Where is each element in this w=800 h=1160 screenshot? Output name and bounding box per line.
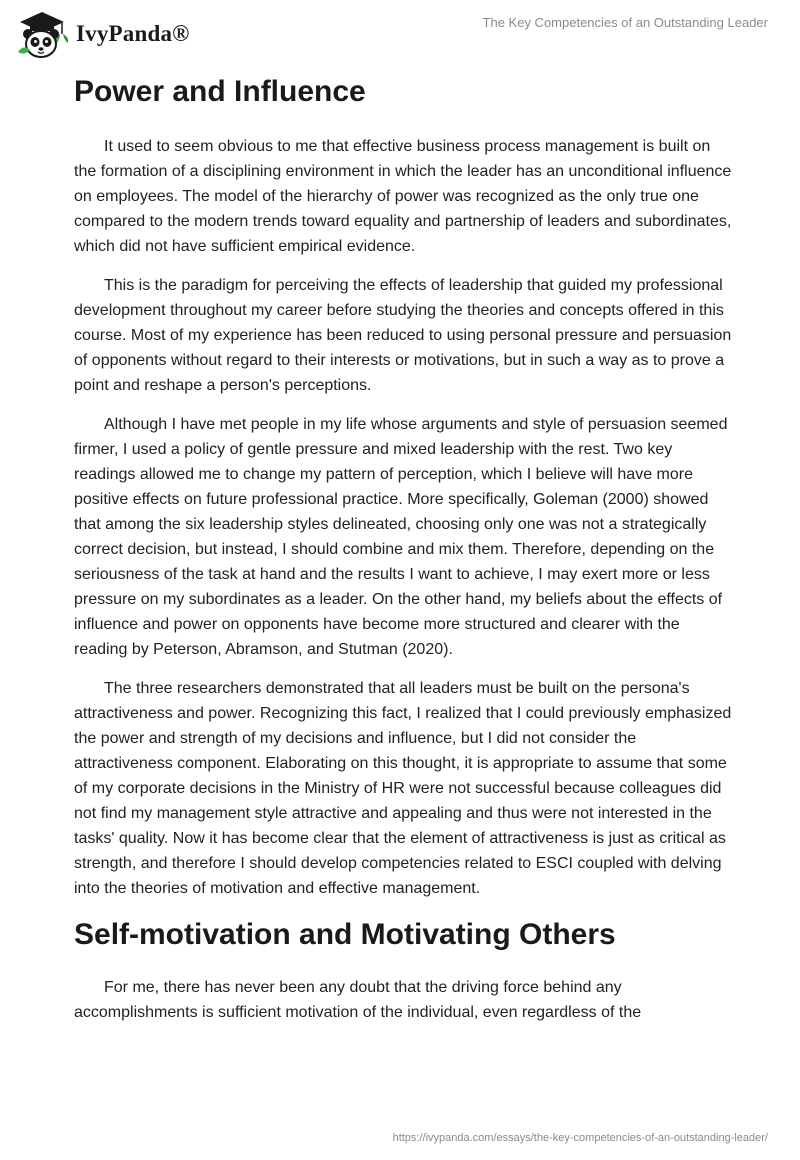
paragraph: For me, there has never been any doubt that the driving force behind any accomplishments is sufficient motivation of the individual, even regardless of the [74, 979, 642, 1021]
logo-wordmark: IvyPanda® [76, 21, 190, 46]
paragraph: Although I have met people in my life whose arguments and style of persuasion seemed firmer, I used a policy of gentle pressure and mixed leadership with the rest. Two key readings allowed me to change my pattern of perception, which I believe will have more positive effects on future professional practice. More specifically, Goleman (2000) showed that among the six leadership styles delineated, choosing only one was not a strategically correct decision, but instead, I should combine and mix them. Therefore, depending on the seriousness of the task at hand and the results I want to achieve, I may exert more or less pressure on my subordinates as a leader. On the other hand, my beliefs about the effects of influence and power on opponents have become more structured and clearer with the reading by Peterson, Abramson, and Stutman (2020). [74, 416, 728, 658]
paragraph: It used to seem obvious to me that effective business process management is built on the formation of a disciplining environment in which the leader has an unconditional influence on employees. The model of the hierarchy of power was recognized as the only true one compared to the modern trends toward equality and partnership of leaders and subordinates, which did not have sufficient empirical evidence. [74, 138, 732, 255]
paragraph: The three researchers demonstrated that all leaders must be built on the persona's attractiveness and power. Recognizing this fact, I realized that I could previously emphasized the power and strength of my decisions and influence, but I did not consider the attractiveness component. Elaborating on this thought, it is appropriate to assume that some of my corporate decisions in the Ministry of HR were not successful because colleagues did not find my management style attractive and appealing and thus were not interested in the tasks' quality. Now it has become clear that the element of attractiveness is just as critical as strength, and therefore I should develop competencies related to ESCI coupled with delving into the theories of motivation and effective management. [74, 680, 732, 897]
ivypanda-logo[interactable] [14, 8, 190, 60]
section-heading-self-motivation: Self-motivation and Motivating Others [74, 918, 616, 951]
article-body [74, 70, 734, 1039]
source-url[interactable]: https://ivypanda.com/essays/the-key-competencies-of-an-outstanding-leader/ [392, 1132, 768, 1144]
paragraph: This is the paradigm for perceiving the effects of leadership that guided my professional development throughout my career before studying the theories and concepts offered in this course. Most of my experience has been reduced to using personal pressure and persuasion of opponents without regard to their interests or motivations, but in such a way as to prove a point and reshape a person's perceptions. [74, 277, 732, 394]
document-title: The Key Competencies of an Outstanding Leader [482, 15, 768, 30]
panda-graduate-icon [14, 8, 70, 60]
page-header [0, 0, 800, 64]
section-heading-power-influence: Power and Influence [74, 75, 366, 108]
